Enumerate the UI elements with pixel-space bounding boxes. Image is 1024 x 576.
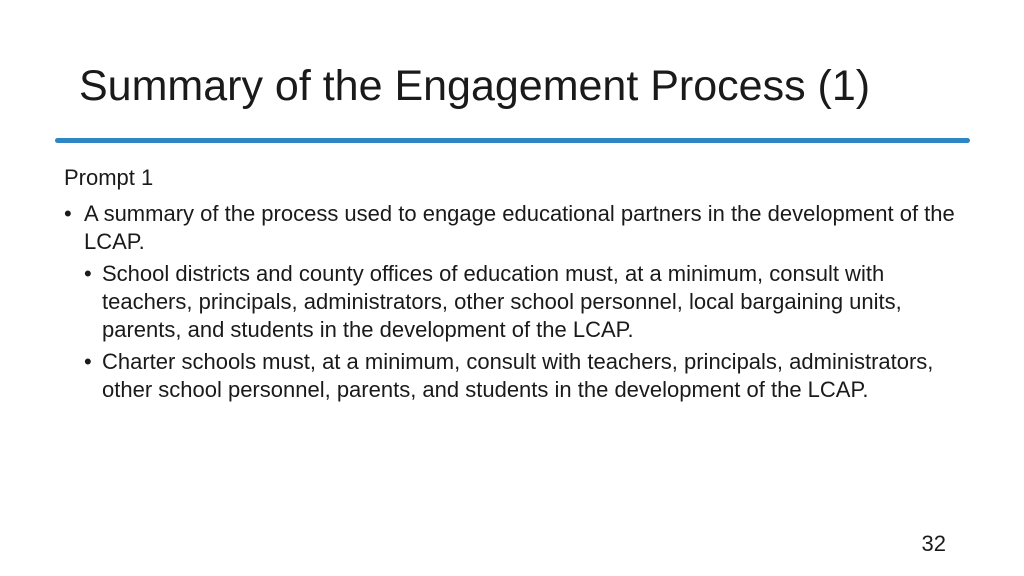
sub-bullet-text: School districts and county offices of education must, at a minimum, consult with teachers, principals, administrators, other school personnel, local bargaining units, parents, and students in the development of the LCAP.	[102, 261, 902, 342]
bullet-marker: •	[84, 261, 92, 286]
slide-body	[64, 164, 964, 408]
bullet-marker: •	[84, 349, 92, 374]
bullet-list	[64, 200, 964, 404]
prompt-label: Prompt 1	[64, 165, 154, 190]
main-bullet-item	[64, 200, 964, 404]
bullet-marker: •	[64, 201, 72, 226]
sub-bullet-list	[84, 260, 964, 404]
slide-title: Summary of the Engagement Process (1)	[79, 62, 871, 110]
main-bullet-text: A summary of the process used to engage educational partners in the development of the LCAP.	[84, 201, 955, 254]
sub-bullet-text: Charter schools must, at a minimum, consult with teachers, principals, administrators, other school personnel, parents, and students in the development of the LCAP.	[102, 349, 934, 402]
title-divider	[55, 138, 970, 143]
sub-bullet-item	[84, 348, 964, 404]
page-number: 32	[921, 531, 946, 556]
sub-bullet-item	[84, 260, 964, 344]
